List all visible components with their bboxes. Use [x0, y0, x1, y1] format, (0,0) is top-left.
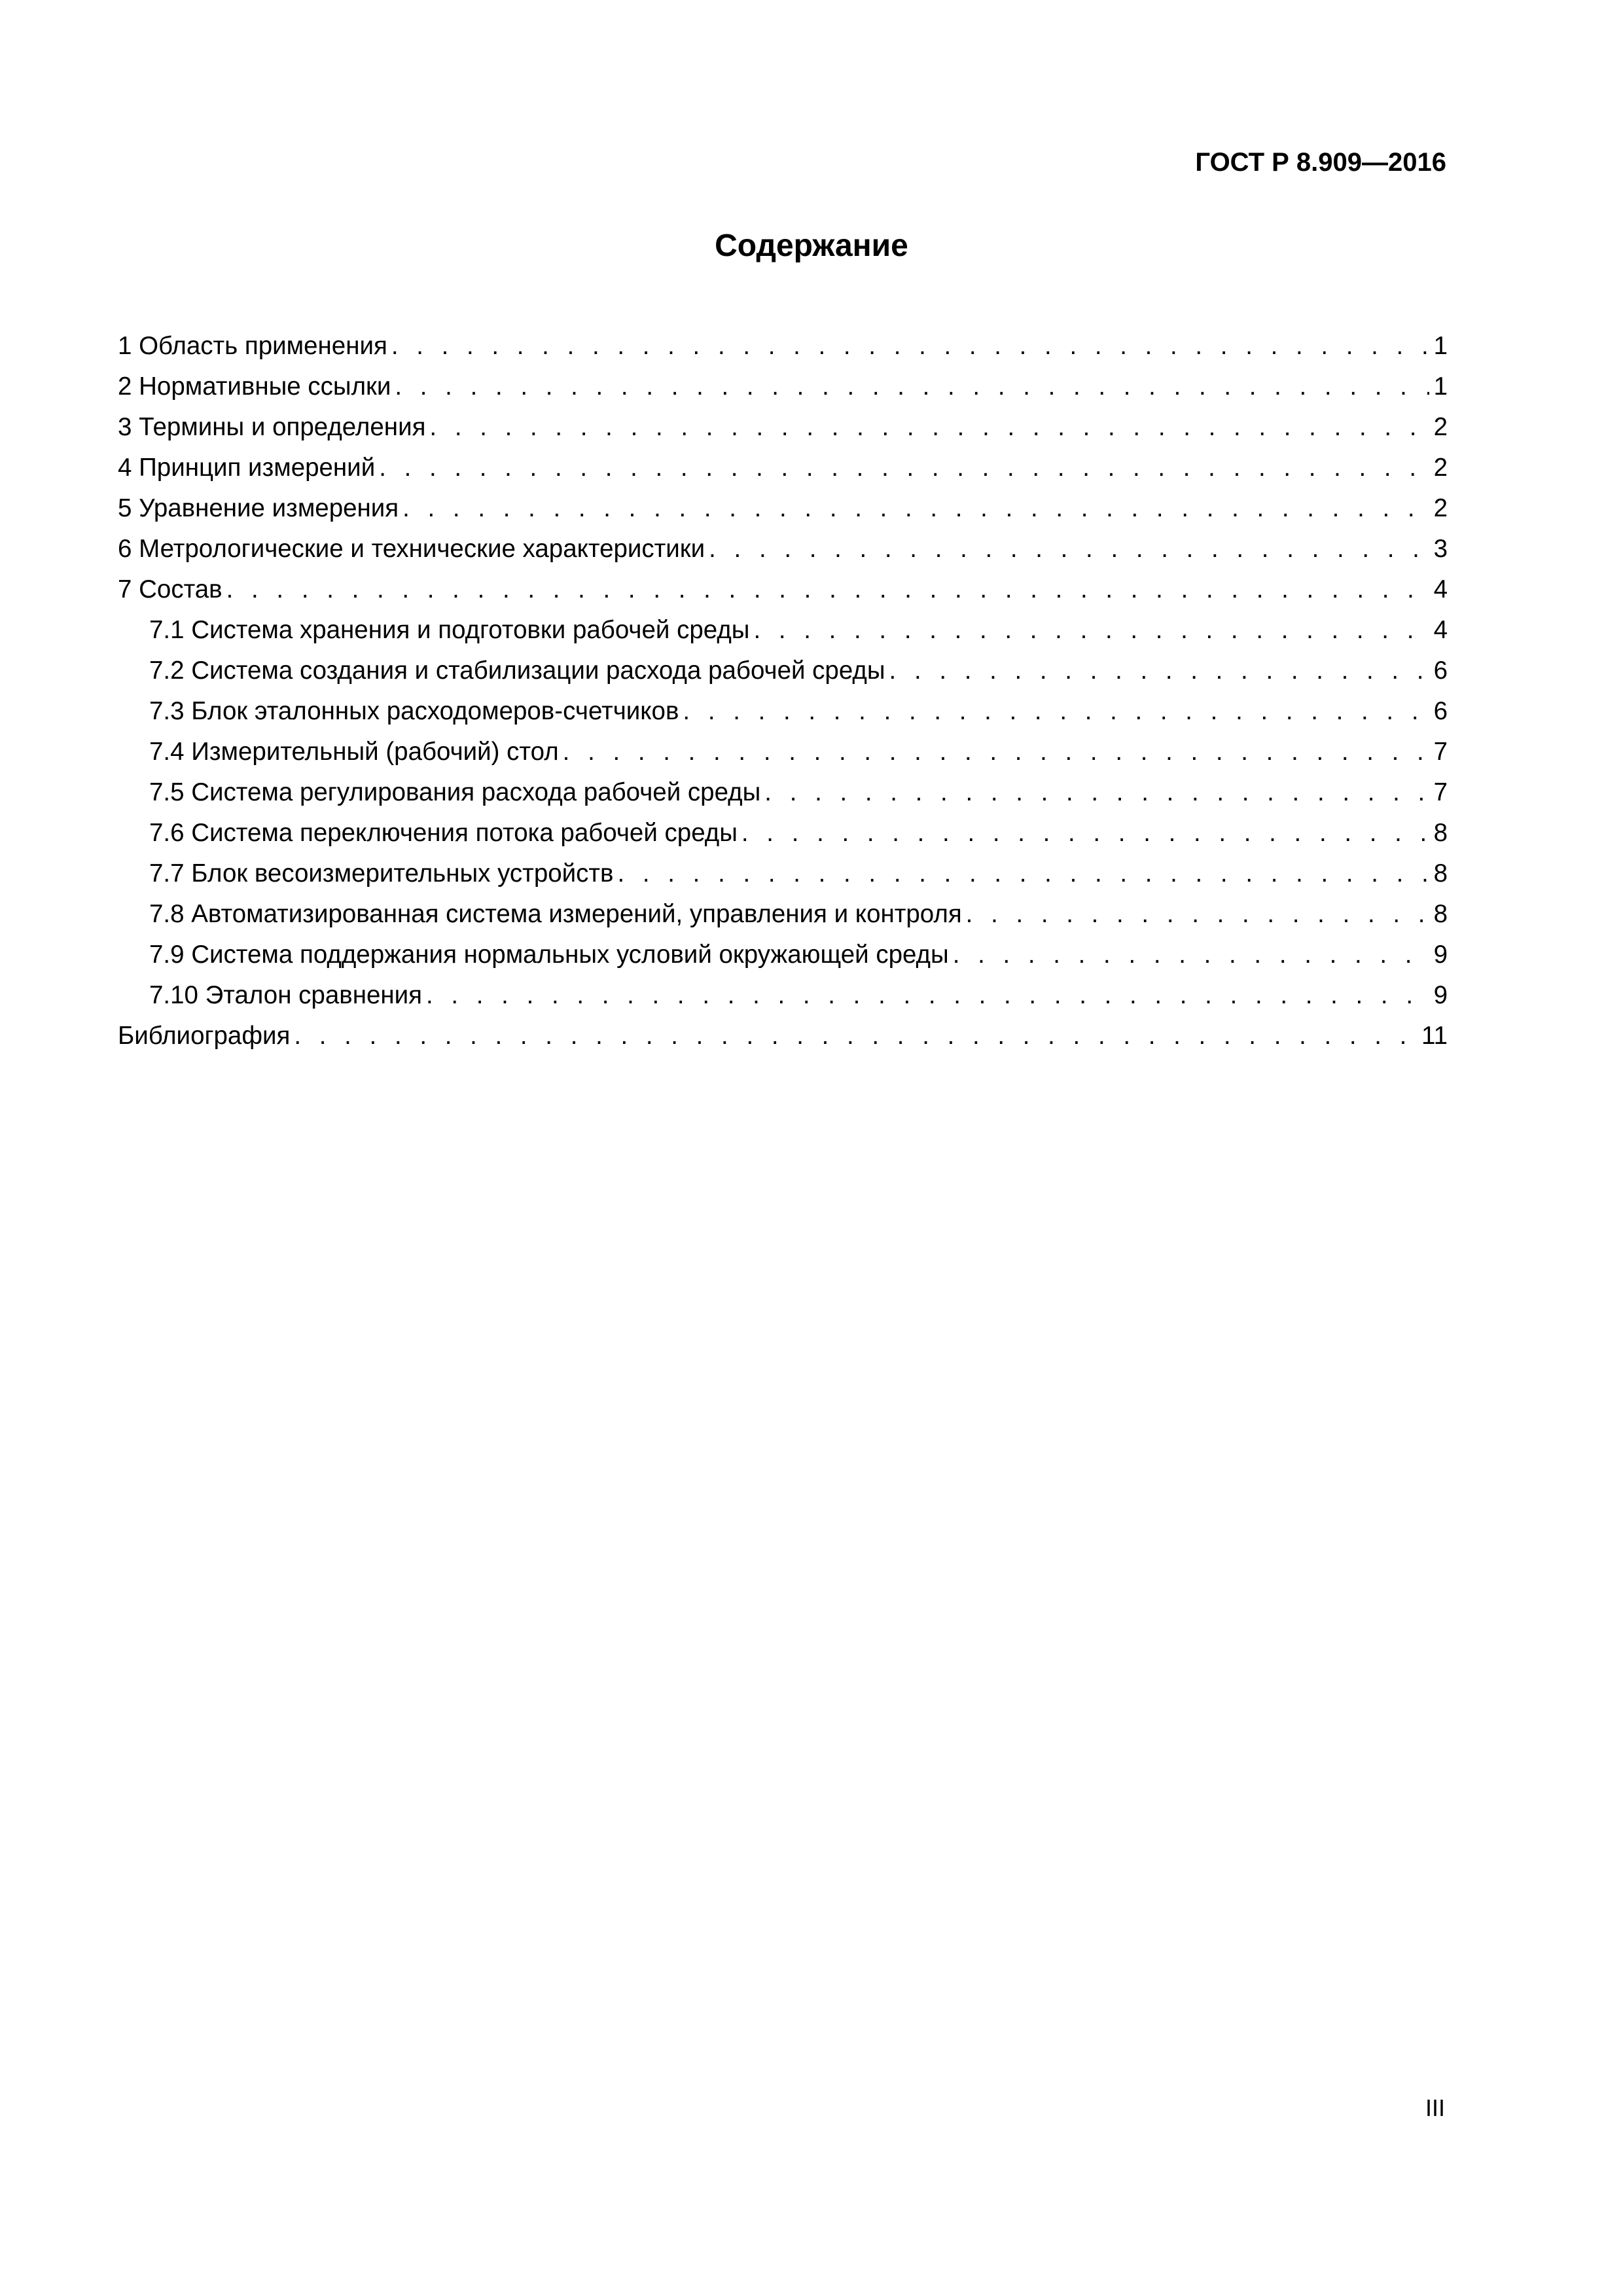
toc-entry[interactable] — [118, 1016, 1448, 1056]
dot-leader — [683, 691, 1429, 732]
toc-entry-label: 5 Уравнение измерения — [118, 494, 399, 522]
dot-leader — [395, 367, 1429, 407]
toc-subentry[interactable] — [118, 813, 1448, 853]
dot-leader — [709, 529, 1429, 569]
toc-entry-page: 8 — [1433, 819, 1448, 847]
toc-entry[interactable] — [118, 529, 1448, 569]
toc-entry-label: 7.2 Система создания и стабилизации расхода рабочей среды — [149, 656, 885, 685]
toc-entry-label: 7.7 Блок весоизмерительных устройств — [149, 859, 614, 888]
toc-entry-page: 2 — [1433, 413, 1448, 441]
toc-entry-label: 7.6 Система переключения потока рабочей среды — [149, 819, 738, 847]
page-number: III — [1425, 2094, 1445, 2121]
toc-entry-page: 1 — [1433, 372, 1448, 401]
toc-entry-label: 4 Принцип измерений — [118, 454, 376, 482]
toc-entry-page: 1 — [1433, 332, 1448, 360]
toc-subentry[interactable] — [118, 975, 1448, 1016]
toc-entry-page: 6 — [1433, 697, 1448, 725]
toc-entry-label: 7.5 Система регулирования расхода рабочей среды — [149, 778, 761, 806]
dot-leader — [966, 894, 1429, 935]
toc-title: Содержание — [715, 228, 908, 263]
toc-entry-label: 2 Нормативные ссылки — [118, 372, 391, 401]
toc-subentry[interactable] — [118, 772, 1448, 813]
toc-entry-label: 7.3 Блок эталонных расходомеров-счетчиков — [149, 697, 679, 725]
dot-leader — [753, 610, 1429, 651]
dot-leader — [429, 407, 1429, 448]
toc-entry-page: 7 — [1433, 738, 1448, 766]
dot-leader — [764, 772, 1429, 813]
dot-leader — [426, 975, 1429, 1016]
dot-leader — [741, 813, 1429, 853]
toc-entry[interactable] — [118, 488, 1448, 529]
toc-entry-page: 4 — [1433, 616, 1448, 644]
toc-entry-label: 6 Метрологические и технические характеристики — [118, 535, 705, 563]
toc-entry[interactable] — [118, 448, 1448, 488]
toc-entry[interactable] — [118, 367, 1448, 407]
toc-entry-label: 7 Состав — [118, 575, 223, 603]
toc-entry-page: 4 — [1433, 575, 1448, 603]
dot-leader — [618, 853, 1430, 894]
toc-subentry[interactable] — [118, 691, 1448, 732]
toc-entry[interactable] — [118, 407, 1448, 448]
toc-subentry[interactable] — [118, 732, 1448, 772]
toc-entry-label: 7.1 Система хранения и подготовки рабочей среды — [149, 616, 750, 644]
dot-leader — [379, 448, 1429, 488]
dot-leader — [953, 935, 1429, 975]
toc-subentry[interactable] — [118, 853, 1448, 894]
toc-entry-label: 7.9 Система поддержания нормальных условий окружающей среды — [149, 941, 949, 969]
toc-entry-page: 6 — [1433, 656, 1448, 685]
toc-subentry[interactable] — [118, 935, 1448, 975]
toc-entry-label: 7.4 Измерительный (рабочий) стол — [149, 738, 559, 766]
dot-leader — [402, 488, 1429, 529]
toc-subentry[interactable] — [118, 610, 1448, 651]
toc-entry-page: 11 — [1421, 1022, 1448, 1050]
toc-entry-page: 7 — [1433, 778, 1448, 806]
toc-entry-page: 8 — [1433, 900, 1448, 928]
document-code: ГОСТ Р 8.909—2016 — [1195, 148, 1446, 177]
toc-entry-label: 1 Область применения — [118, 332, 387, 360]
toc-entry-page: 2 — [1433, 494, 1448, 522]
dot-leader — [226, 569, 1429, 610]
toc-entry[interactable] — [118, 326, 1448, 367]
toc-entry-page: 9 — [1433, 981, 1448, 1009]
dot-leader — [294, 1016, 1418, 1056]
toc-subentry[interactable] — [118, 651, 1448, 691]
toc-entry-page: 3 — [1433, 535, 1448, 563]
dot-leader — [391, 326, 1429, 367]
toc-entry[interactable] — [118, 569, 1448, 610]
toc-entry-label: 7.10 Эталон сравнения — [149, 981, 422, 1009]
toc-entry-page: 2 — [1433, 454, 1448, 482]
toc-entry-label: Библиография — [118, 1022, 291, 1050]
toc-entry-page: 8 — [1433, 859, 1448, 888]
toc-entry-label: 3 Термины и определения — [118, 413, 426, 441]
toc-subentry[interactable] — [118, 894, 1448, 935]
toc-entry-page: 9 — [1433, 941, 1448, 969]
toc-entry-label: 7.8 Автоматизированная система измерений, управления и контроля — [149, 900, 962, 928]
table-of-contents — [118, 326, 1448, 1056]
dot-leader — [889, 651, 1429, 691]
dot-leader — [563, 732, 1429, 772]
